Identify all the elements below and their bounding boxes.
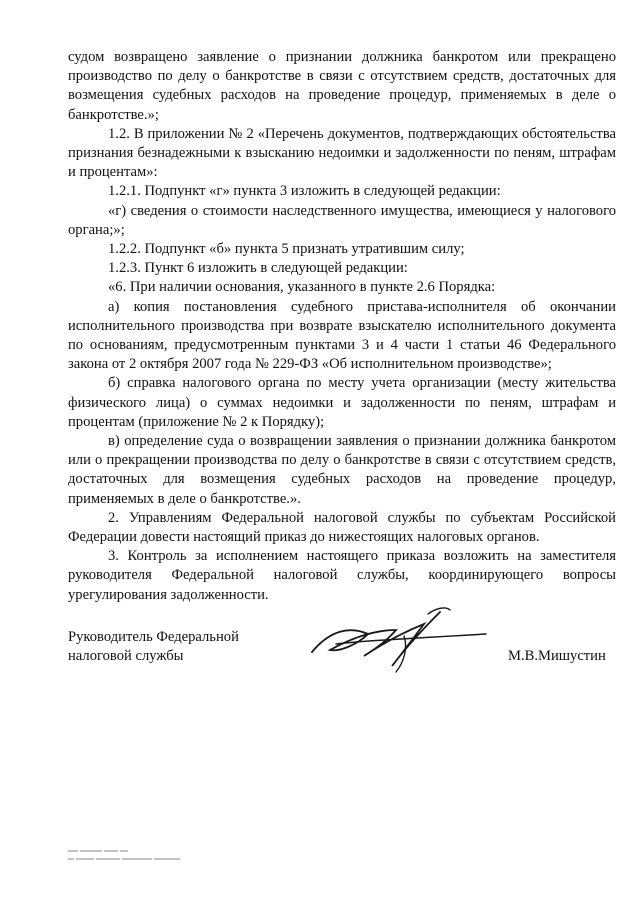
paragraph-3: 3. Контроль за исполнением настоящего приказа возложить на заместителя руководителя Федеральной налоговой службы, координирующего вопросы урегулирования задолженности.	[68, 548, 616, 603]
paragraph-2: 2. Управлениям Федеральной налоговой службы по субъектам Российской Федерации довести настоящий приказ до нижестоящих налоговых органов.	[68, 509, 616, 546]
signatory-title	[68, 628, 288, 667]
paragraph-1-2-3: 1.2.3. Пункт 6 изложить в следующей редакции:	[108, 260, 408, 277]
signatory-title-line1: Руководитель Федеральной	[68, 629, 239, 645]
paragraph-continuation: судом возвращено заявление о признании должника банкротом или прекращено производство по делу о банкротстве в связи с отсутствием средств, достаточных для возмещения судебных расходов на проведение процедур, применяемых в деле о банкротстве.»;	[68, 49, 616, 123]
paragraph-1-2: 1.2. В приложении № 2 «Перечень документов, подтверждающих обстоятельства признания безнадежными к взысканию недоимки и задолженности по пеням, штрафам и процентам»:	[68, 125, 616, 181]
document-body	[68, 48, 616, 605]
paragraph-1-2-2: 1.2.2. Подпункт «б» пункта 5 признать утратившим силу;	[108, 241, 465, 258]
paragraph-quote-g: «г) сведения о стоимости наследственного имущества, имеющиеся у налогового органа;»;	[68, 202, 616, 238]
handwritten-signature	[300, 600, 490, 680]
paragraph-1-2-1: 1.2.1. Подпункт «г» пункта 3 изложить в следующей редакции:	[108, 183, 501, 200]
paragraph-item-v: в) определение суда о возвращении заявления о признании должника банкротом или о прекращении производства по делу о банкротстве в связи с отсутствием средств, достаточных для возмещения судебных расходов на проведение процедур, применяемых в деле о банкротстве.».	[68, 433, 616, 507]
signatory-name: М.В.Мишустин	[508, 648, 606, 664]
paragraph-item-b: б) справка налогового органа по месту учета организации (месту жительства физического лица) о суммах недоимки и задолженности по пеням, штрафам и процентам (приложение № 2 к Порядку);	[68, 375, 616, 430]
faint-scan-stamp	[68, 848, 198, 870]
signatory-title-line2: налоговой службы	[68, 648, 184, 665]
paragraph-item-a: а) копия постановления судебного пристава-исполнителя об окончании исполнительного производства при возврате взыскателю исполнительного документа по основаниям, предусмотренным пунктами 3 и 4 части 1 статьи 46 Федерального закона от 2 октября 2007 года № 229-ФЗ «Об исполнительном производстве»;	[68, 298, 616, 373]
paragraph-quote-6: «6. При наличии основания, указанного в пункте 2.6 Порядка:	[108, 279, 496, 296]
